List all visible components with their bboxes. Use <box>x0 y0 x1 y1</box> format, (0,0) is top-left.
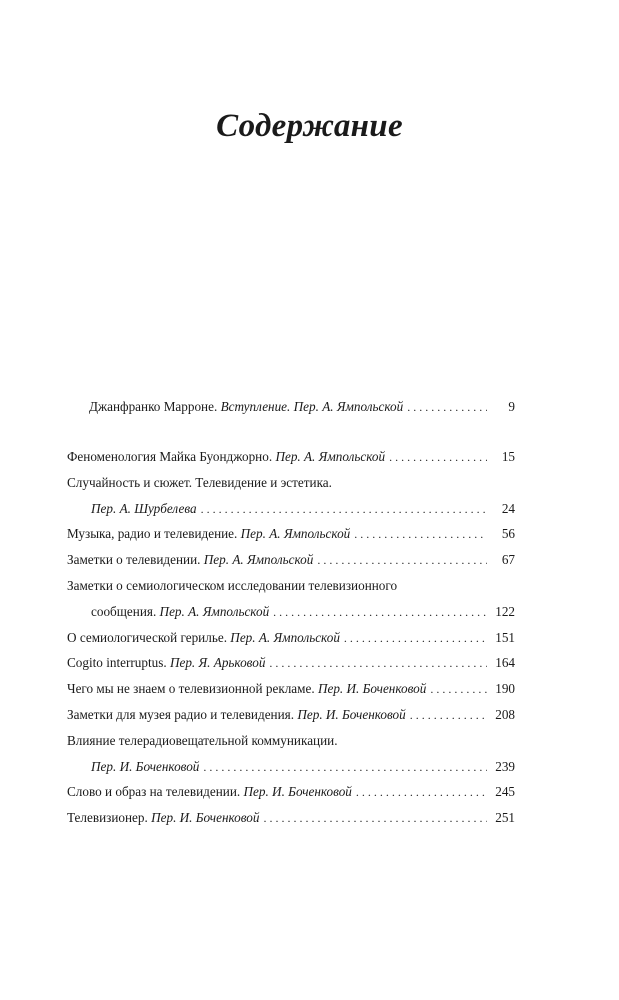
toc-page-number: 251 <box>495 810 515 826</box>
toc-entry-title <box>91 603 269 620</box>
toc-entry <box>67 783 515 801</box>
toc-entry-translator: Пер. А. Ямпольской <box>203 552 314 568</box>
toc-entry-title <box>67 706 406 723</box>
toc-page-number: 56 <box>501 526 515 542</box>
toc-page-number: 24 <box>501 500 515 516</box>
toc-entry <box>67 551 515 569</box>
toc-entry-translator: Пер. Я. Арьковой <box>169 655 266 671</box>
toc-entry <box>67 654 515 672</box>
toc-entry-translator: Пер. И. Боченковой <box>151 810 260 826</box>
dot-leader <box>410 707 487 724</box>
toc-entry-translator: Пер. А. Ямпольской <box>159 603 270 619</box>
toc-entry-translator: Пер. А. Ямпольской <box>275 449 386 464</box>
toc-entry-author <box>89 398 403 415</box>
toc-entry-translator: Пер. И. Боченковой <box>243 784 352 800</box>
toc-entry-text: сообщения. <box>91 603 160 619</box>
toc-entry-title <box>67 629 340 646</box>
toc-page-number: 9 <box>508 399 515 414</box>
toc-entry-text: Cogito interruptus. <box>67 655 170 671</box>
toc-entry <box>67 680 515 698</box>
toc-entry-heading: Заметки о семиологическом исследовании телевизионного <box>67 578 398 593</box>
toc-entry-title <box>67 783 352 800</box>
toc-entry-translator: Пер. И. Боченковой <box>91 758 200 774</box>
toc-entry-text: Музыка, радио и телевидение. <box>67 526 241 542</box>
toc-page-number: 190 <box>495 681 515 697</box>
dot-leader <box>389 449 487 466</box>
toc-entry-title <box>67 654 265 671</box>
toc-entry <box>67 603 515 621</box>
toc-entry-text: Телевизионер. <box>67 810 152 826</box>
toc-page-number: 67 <box>501 552 515 568</box>
toc-entry <box>67 500 515 518</box>
toc-entry <box>67 448 515 466</box>
dot-leader <box>407 399 487 416</box>
toc-entry <box>67 629 515 647</box>
dot-leader <box>344 630 487 647</box>
toc-entry-text: Заметки для музея радио и телевидения. <box>67 707 298 722</box>
dot-leader <box>203 759 487 776</box>
toc-entry-translator: Пер. И. Боченковой <box>297 707 406 722</box>
toc-entry-translator: Пер. А. Шурбелева <box>91 500 197 516</box>
toc-entry-title <box>91 758 199 775</box>
toc-page-number: 151 <box>495 629 515 645</box>
toc-entry <box>67 758 515 776</box>
toc-entry-text: Слово и образ на телевидении. <box>67 784 244 800</box>
toc-entry-translator: Пер. А. Ямпольской <box>240 526 351 542</box>
toc-entry-text: Феноменология Майка Буонджорно. <box>67 449 276 464</box>
dot-leader <box>273 604 487 621</box>
toc-entry-text: Джанфранко Марроне. <box>89 399 221 414</box>
toc-entry-title <box>67 525 350 542</box>
toc-entry-text: Заметки о телевидении. <box>67 552 204 568</box>
toc-entry <box>67 706 515 724</box>
toc-entry <box>67 809 515 827</box>
toc-page-number: 164 <box>495 655 515 671</box>
toc-entry-translator: Пер. И. Боченковой <box>317 681 427 697</box>
toc-entry-title <box>67 680 426 697</box>
toc-entry-intro <box>67 398 515 416</box>
toc-page-number: 239 <box>495 758 515 774</box>
toc-entry-title <box>91 500 197 517</box>
toc-page-number: 208 <box>495 707 515 722</box>
toc-entry-heading: Влияние телерадиовещательной коммуникации. <box>67 732 338 748</box>
toc-entry-heading: Случайность и сюжет. Телевидение и эстетика. <box>67 474 332 490</box>
toc-page-number: 15 <box>501 449 515 464</box>
toc-page-number: 245 <box>495 784 515 800</box>
dot-leader <box>269 655 487 672</box>
toc-entry-title <box>67 448 385 465</box>
toc-page-number: 122 <box>495 603 515 619</box>
dot-leader <box>201 501 487 518</box>
toc-entry-title <box>67 551 313 568</box>
toc-entry-text: О семиологической герилье. <box>67 629 231 645</box>
toc-entry <box>67 525 515 543</box>
dot-leader <box>430 681 487 698</box>
toc-entry-title <box>67 809 260 826</box>
dot-leader <box>317 552 487 569</box>
toc-entry-translator: Вступление. Пер. А. Ямпольской <box>220 399 404 414</box>
toc-entry-text: Чего мы не знаем о телевизионной рекламе. <box>67 681 318 697</box>
dot-leader <box>356 784 487 801</box>
dot-leader <box>264 810 488 827</box>
page-title: Содержание <box>216 108 403 144</box>
toc-entry-translator: Пер. А. Ямпольской <box>230 629 340 645</box>
dot-leader <box>354 526 487 543</box>
